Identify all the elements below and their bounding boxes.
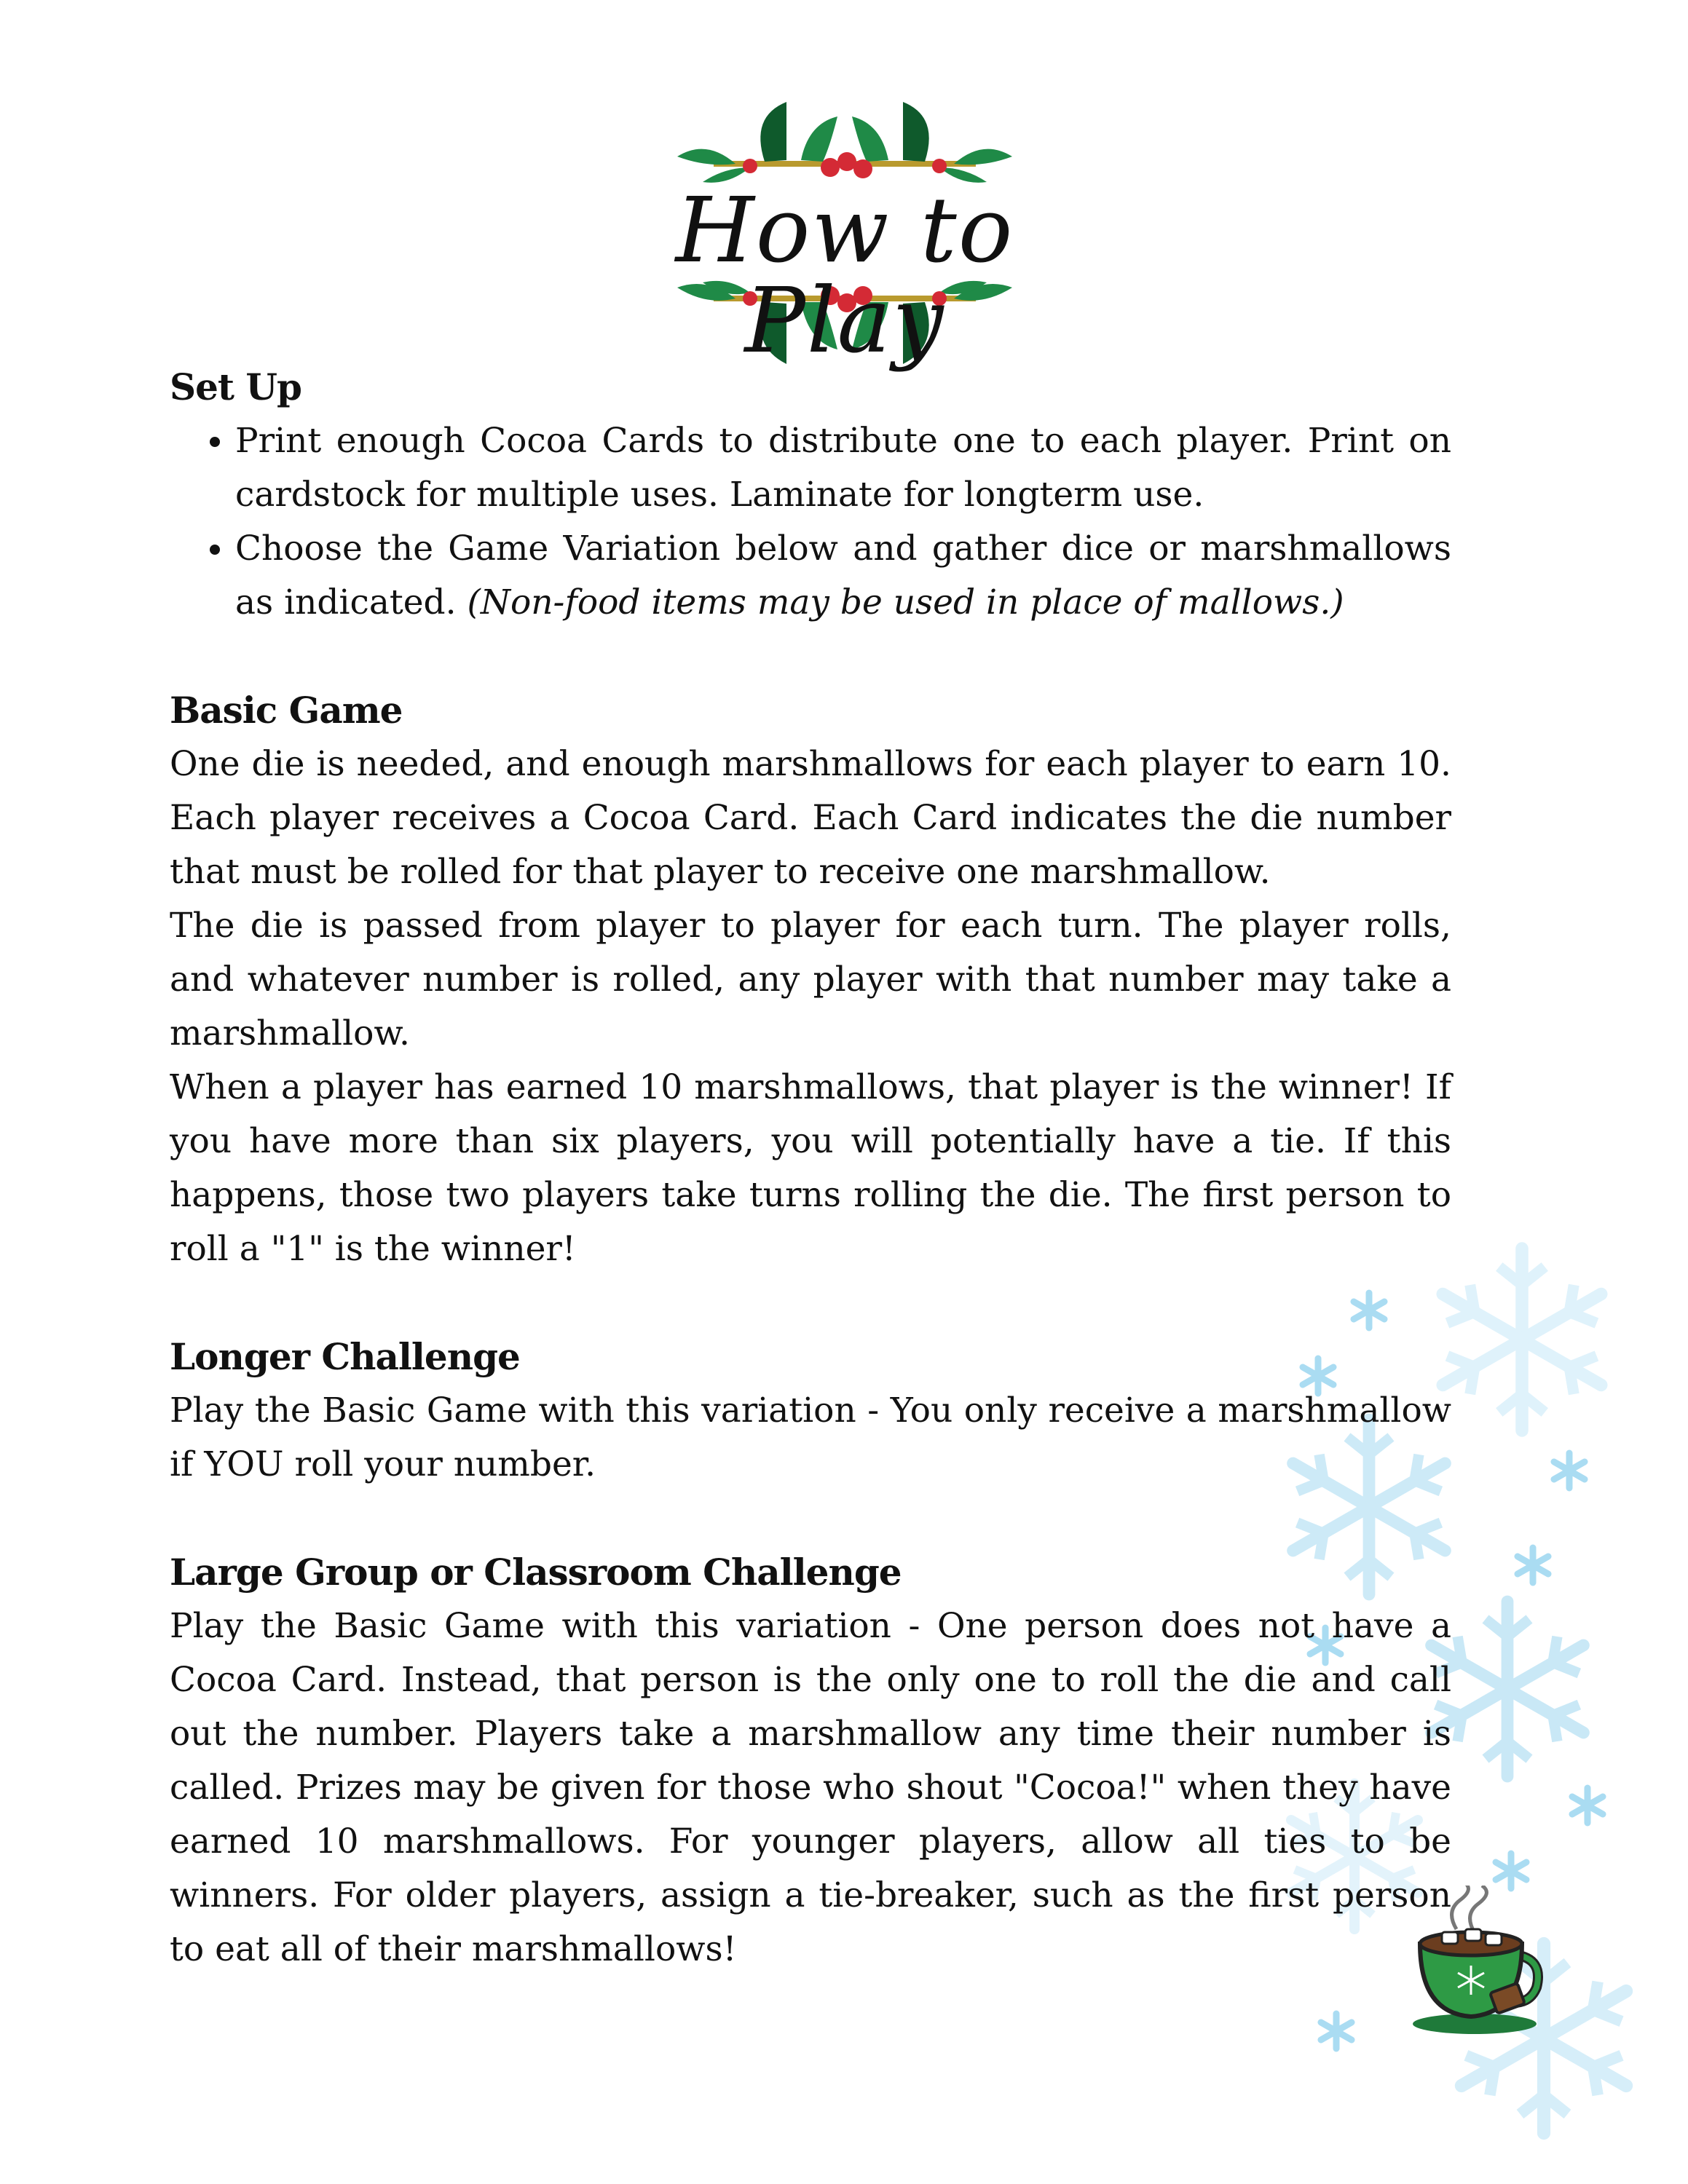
setup-heading: Set Up <box>170 365 301 408</box>
basic-game-paragraph: When a player has earned 10 marshmallows, that player is the winner! If you have more than six players, you will potentially have a tie. If this happens, those two players take turns rolling the die. The first person to roll a "1" is the winner! <box>170 1067 1451 1269</box>
small-snowflake-icon <box>1572 1788 1603 1823</box>
small-snowflake-icon <box>1321 2014 1352 2049</box>
small-snowflake-icon <box>1554 1453 1585 1488</box>
list-item: • Print enough Cocoa Cards to distribute one to each player. Print on cardstock for multiple uses. Laminate for longterm use. <box>235 414 1451 522</box>
list-item <box>235 522 1451 630</box>
snowflake-icon <box>1432 1602 1584 1776</box>
instructions <box>170 360 1451 1977</box>
setup-list <box>170 414 1451 630</box>
large-group-heading: Large Group or Classroom Challenge <box>170 1551 902 1594</box>
large-group-paragraph: Play the Basic Game with this variation - One person does not have a Cocoa Card. Instead, that person is the only one to roll the die and call out the number. Players take a marshmallow any time their number is called. Prizes may be given for those who shout "Cocoa!" when they have earned 10 marshmallows. For younger players, allow all ties to be winners. For older players, assign a tie-breaker, such as the first person to eat all of their marshmallows! <box>170 1606 1451 1969</box>
small-snowflake-icon <box>1496 1853 1526 1888</box>
title-ornament <box>568 95 1121 379</box>
snowflake-icon <box>1443 1249 1601 1431</box>
setup-bullet-text: Choose the Game Variation below and gather dice or marshmallows as indicated. <box>235 529 1451 622</box>
basic-game-paragraph: One die is needed, and enough marshmallows for each player to earn 10. Each player receives a Cocoa Card. Each Card indicates the die number that must be rolled for that player to receive one marshmallow. <box>170 744 1451 892</box>
page-title: How to Play <box>675 178 1014 373</box>
basic-game-paragraph: The die is passed from player to player for each turn. The player rolls, and whatever number is rolled, any player with that number may take a marshmallow. <box>170 906 1451 1053</box>
top-holly-branch-icon <box>677 102 1012 183</box>
longer-challenge-paragraph: Play the Basic Game with this variation - You only receive a marshmallow if YOU roll your number. <box>170 1390 1451 1484</box>
small-snowflake-icon <box>1518 1548 1548 1583</box>
setup-note: (Non-food items may be used in place of mallows.) <box>467 582 1344 622</box>
longer-challenge-heading: Longer Challenge <box>170 1335 520 1378</box>
basic-game-heading: Basic Game <box>170 689 403 732</box>
